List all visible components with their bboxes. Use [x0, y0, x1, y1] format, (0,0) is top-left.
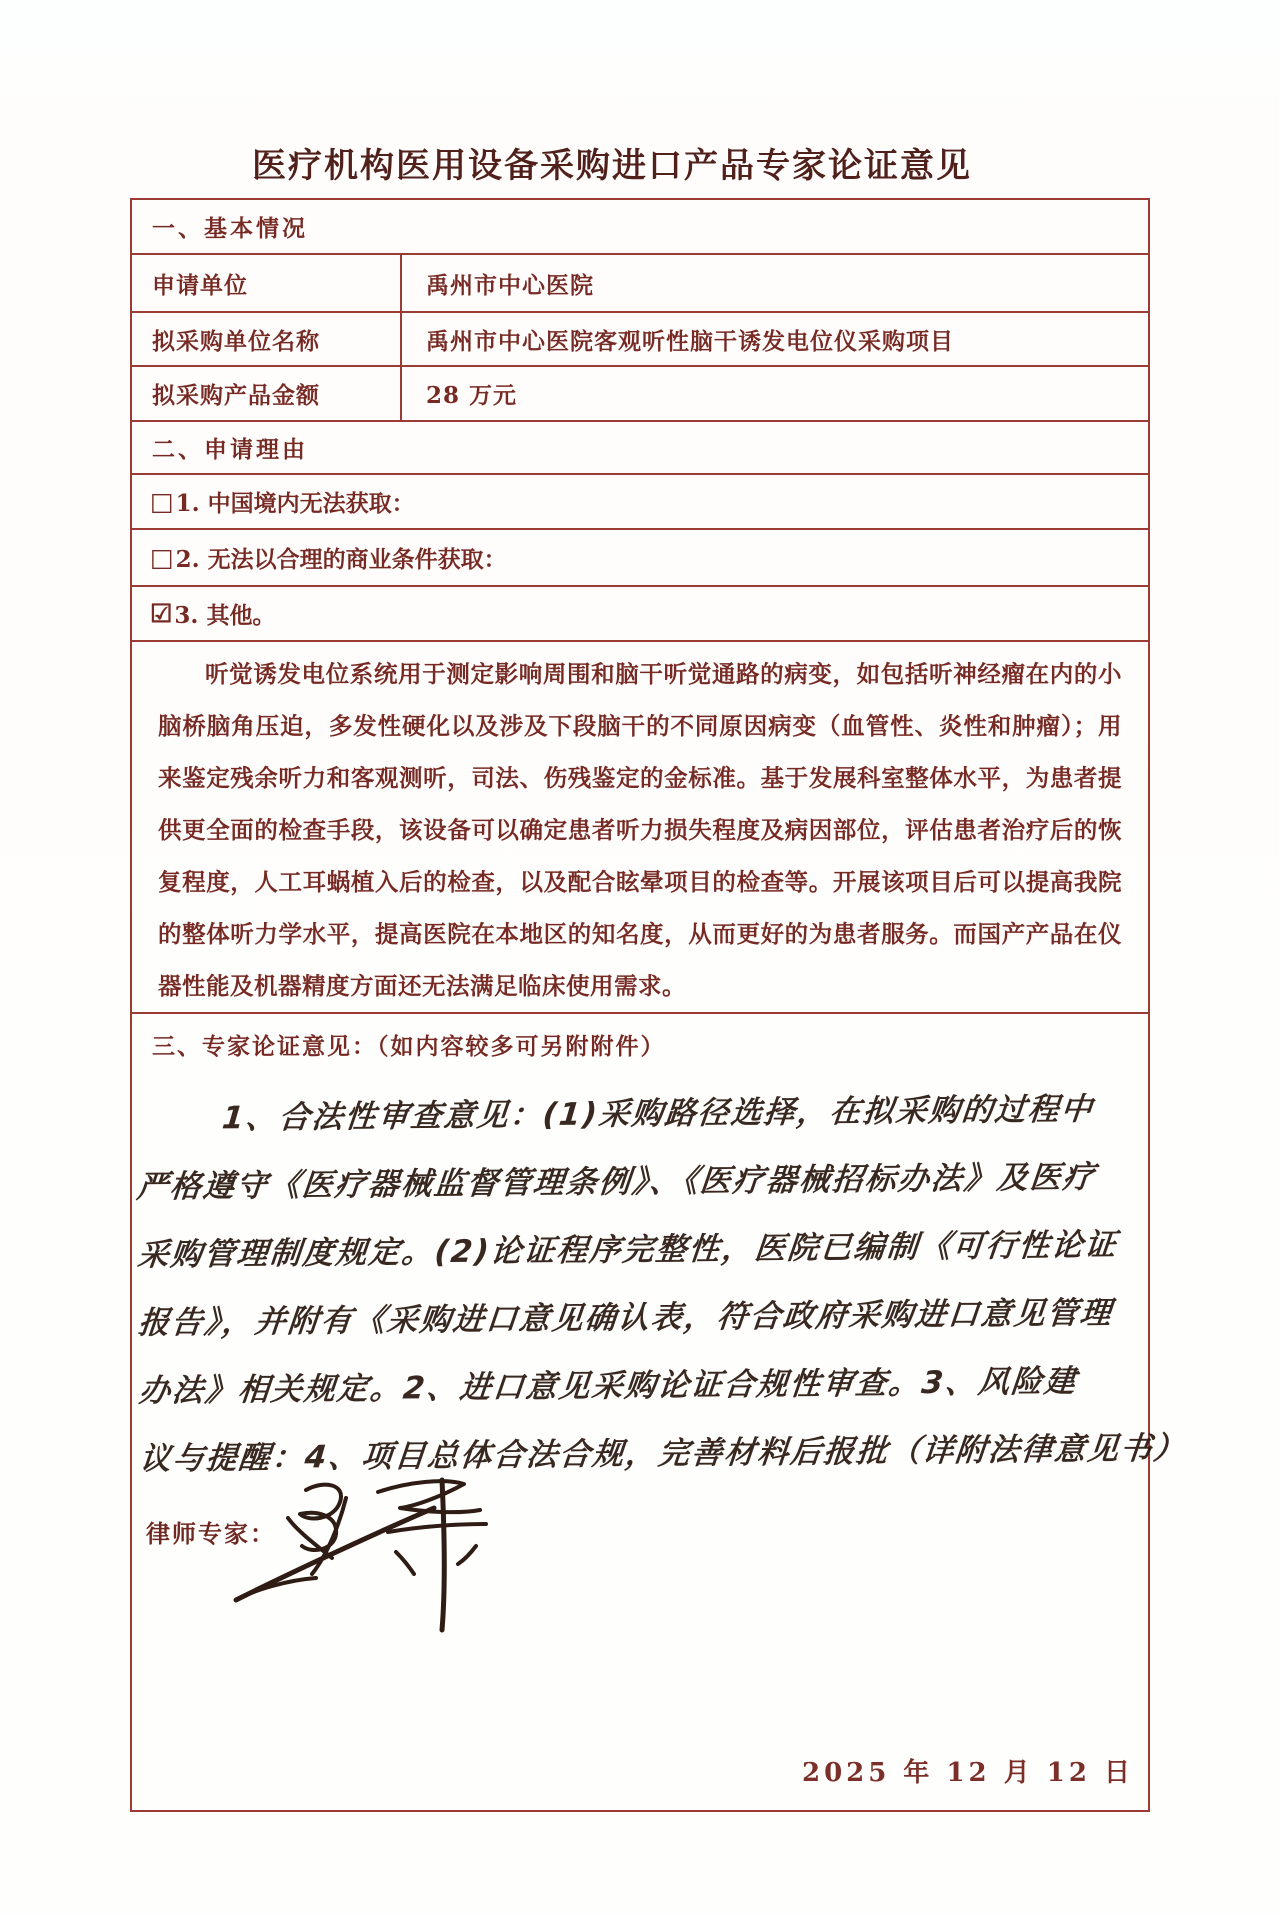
field-value-project-name: 禹州市中心医院客观听性脑干诱发电位仪采购项目	[426, 327, 954, 355]
reason-statement-cell	[132, 642, 1148, 1014]
section-basic-heading: 一、基本情况	[132, 200, 1148, 255]
checkbox-unchecked-icon: □	[150, 487, 174, 516]
handwritten-line: 办法》相关规定。2、进口意见采购论证合规性审查。3、风险建	[137, 1363, 1079, 1410]
table-row	[132, 313, 1148, 367]
document-date: 2025 年 12 月 12 日	[802, 1758, 1134, 1788]
table-row	[132, 255, 1148, 313]
expert-opinion-cell	[132, 1014, 1189, 1810]
handwritten-opinion	[135, 1075, 1189, 1494]
handwritten-line: 1、合法性审查意见：(1)采购路径选择，在拟采购的过程中	[220, 1091, 1096, 1137]
reason-option-2	[132, 530, 1148, 587]
table-row	[132, 367, 1148, 422]
handwritten-line: 严格遵守《医疗器械监督管理条例》、《医疗器械招标办法》及医疗	[135, 1159, 1098, 1206]
lawyer-signature	[228, 1462, 558, 1652]
handwritten-line: 报告》，并附有《采购进口意见确认表，符合政府采购进口意见管理	[136, 1295, 1115, 1342]
field-value-applicant-unit: 禹州市中心医院	[426, 271, 594, 299]
field-label-product-amount: 拟采购产品金额	[132, 367, 402, 420]
checkbox-checked-icon: ☑	[150, 599, 173, 628]
handwritten-line: 议与提醒：4、项目总体合法合规，完善材料后报批（详附法律意见书）	[138, 1430, 1189, 1478]
field-value-product-amount: 28 万元	[426, 382, 518, 409]
section-reasons-heading: 二、申请理由	[132, 422, 1148, 475]
section-expert-heading: 三、专家论证意见：（如内容较多可另附附件）	[152, 1033, 666, 1060]
reason-option-2-label: 2. 无法以合理的商业条件获取：	[175, 546, 507, 573]
page-title: 医疗机构医用设备采购进口产品专家论证意见	[252, 146, 972, 186]
checkbox-unchecked-icon: □	[150, 543, 174, 572]
reason-option-3-label: 3. 其他。	[174, 602, 276, 629]
reason-option-1	[132, 475, 1148, 530]
reason-option-1-label: 1. 中国境内无法获取：	[175, 490, 415, 517]
field-label-applicant-unit: 申请单位	[132, 255, 402, 311]
reason-statement: 听觉诱发电位系统用于测定影响周围和脑干听觉通路的病变，如包括听神经瘤在内的小脑桥脑角压迫，多发性硬化以及涉及下段脑干的不同原因病变（血管性、炎性和肿瘤）；用来鉴定残余听力和客观测听，司法、伤残鉴定的金标准。基于发展科室整体水平，为患者提供更全面的检查手段，该设备可以确定患者听力损失程度及病因部位，评估患者治疗后的恢复程度，人工耳蜗植入后的检查，以及配合眩晕项目的检查等。开展该项目后可以提高我院的整体听力学水平，提高医院在本地区的知名度，从而更好的为患者服务。而国产产品在仪器性能及机器精度方面还无法满足临床使用需求。	[158, 660, 1122, 1000]
handwritten-line: 采购管理制度规定。(2)论证程序完整性，医院已编制《可行性论证	[135, 1227, 1120, 1274]
reason-option-3	[132, 587, 1148, 642]
lawyer-expert-label: 律师专家：	[146, 1519, 276, 1548]
form-table	[130, 198, 1189, 1812]
field-label-project-name: 拟采购单位名称	[132, 313, 402, 365]
